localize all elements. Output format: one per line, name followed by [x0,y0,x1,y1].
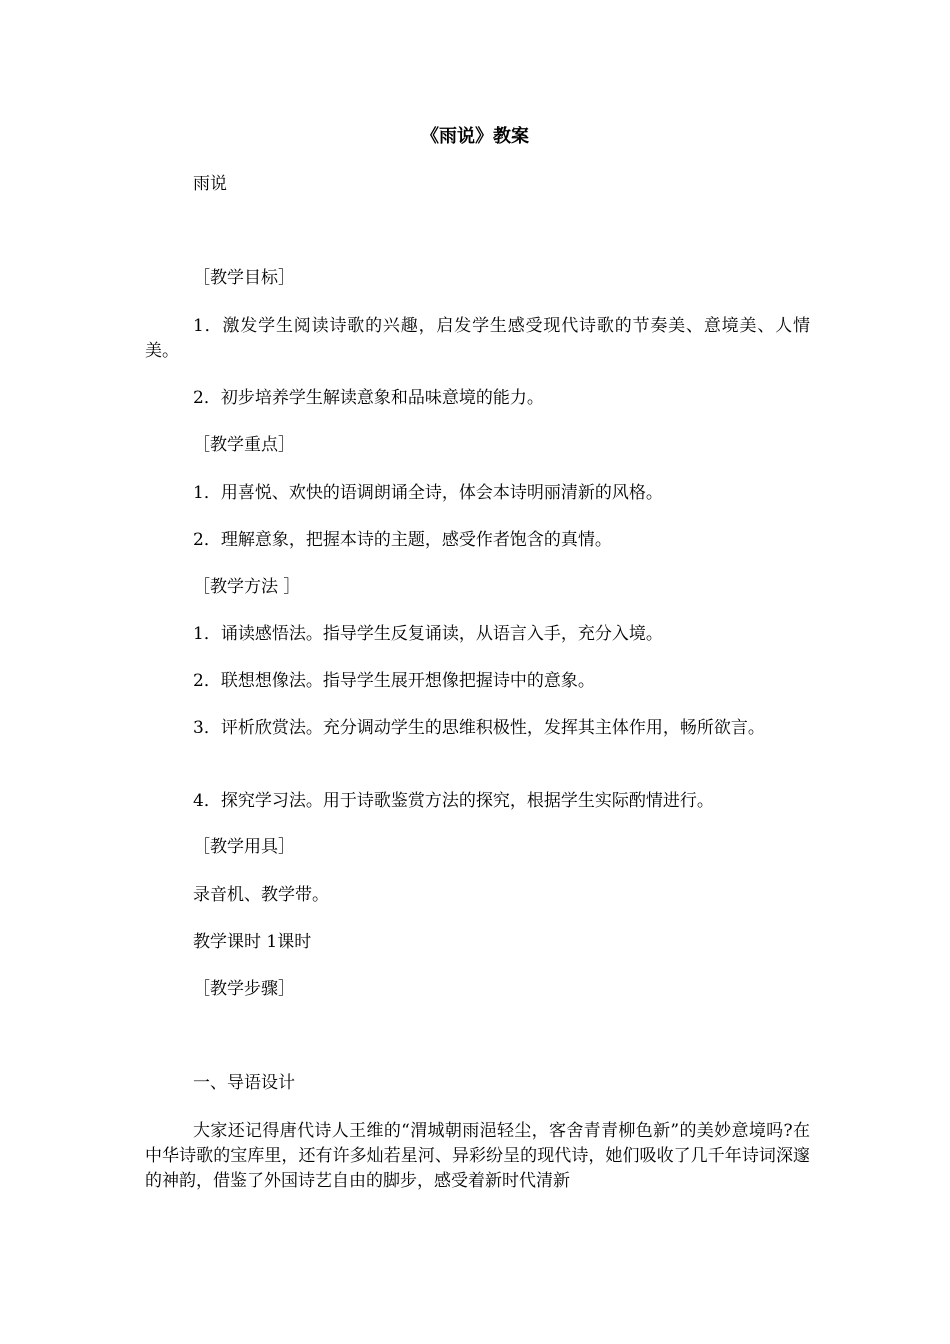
subtitle: 雨说 [193,174,227,194]
method-4: 4．探究学习法。用于诗歌鉴赏方法的探究，根据学生实际酌情进行。 [193,791,714,811]
section-1-heading: 一、导语设计 [193,1073,295,1093]
focus-1: 1．用喜悦、欢快的语调朗诵全诗，体会本诗明丽清新的风格。 [193,483,663,503]
intro-paragraph: 大家还记得唐代诗人王维的“渭城朝雨浥轻尘，客舍青青柳色新”的美妙意境吗?在中华诗歌的宝库里，还有许多灿若星河、异彩纷呈的现代诗，她们吸收了几千年诗词深邃的神韵，借鉴了外国诗艺自由的脚步，感受着新时代清新 [145,1121,810,1191]
objectives-heading: ［教学目标］ [193,268,295,288]
methods-heading: ［教学方法 ］ [193,577,301,597]
steps-heading: ［教学步骤］ [193,979,295,999]
tools-text: 录音机、教学带。 [193,885,329,905]
objective-2: 2．初步培养学生解读意象和品味意境的能力。 [193,388,544,408]
tools-heading: ［教学用具］ [193,837,295,857]
objective-1: 1．激发学生阅读诗歌的兴趣，启发学生感受现代诗歌的节奏美、意境美、人情美。 [145,316,810,361]
method-1: 1．诵读感悟法。指导学生反复诵读，从语言入手，充分入境。 [193,624,663,644]
hours-text: 教学课时 1课时 [193,932,312,952]
focus-2: 2．理解意象，把握本诗的主题，感受作者饱含的真情。 [193,530,612,550]
focus-heading: ［教学重点］ [193,435,295,455]
method-2: 2．联想想像法。指导学生展开想像把握诗中的意象。 [193,671,595,691]
method-3: 3．评析欣赏法。充分调动学生的思维积极性，发挥其主体作用，畅所欲言。 [193,718,765,738]
document-title: 《雨说》教案 [421,126,529,147]
